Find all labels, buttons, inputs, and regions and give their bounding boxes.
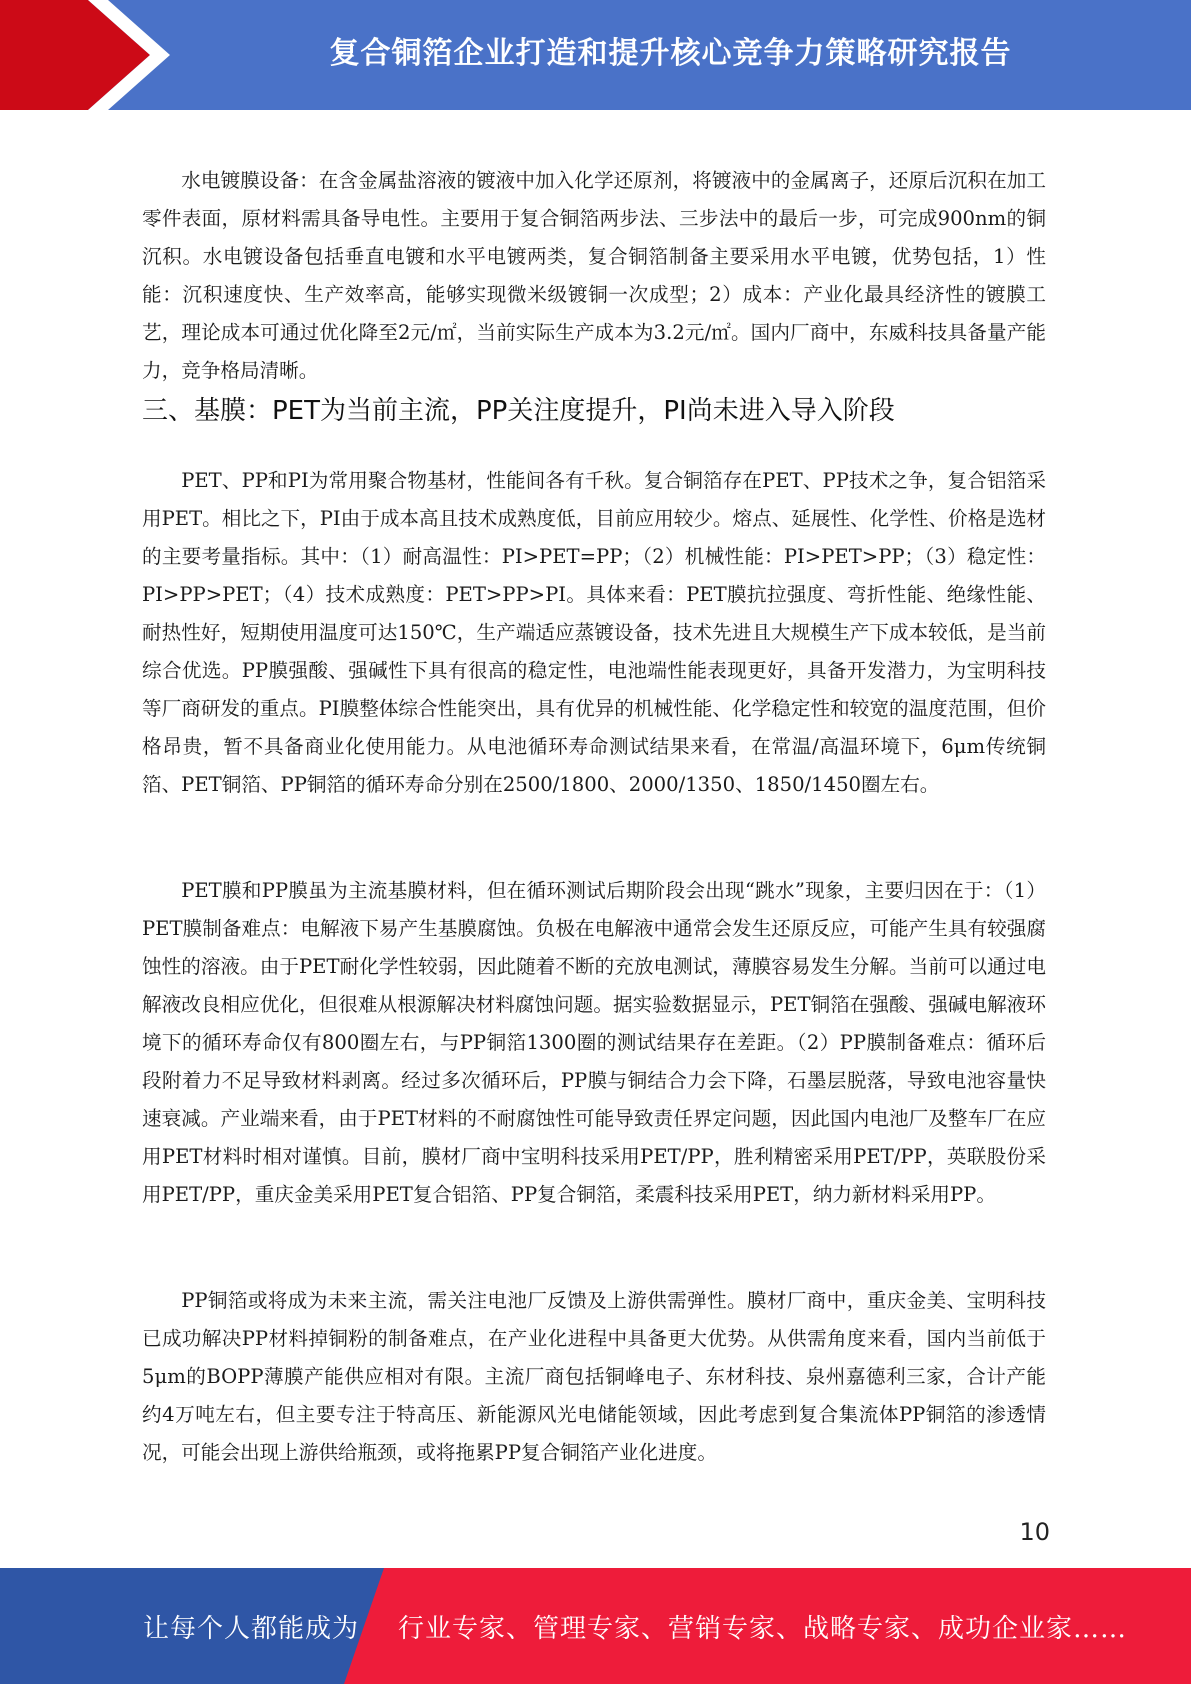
section-heading: 三、基膜：PET为当前主流，PP关注度提升，PI尚未进入导入阶段 xyxy=(142,396,895,426)
report-title: 复合铜箔企业打造和提升核心竞争力策略研究报告 xyxy=(329,36,1012,71)
paragraph-film-difficulties: PET膜和PP膜虽为主流基膜材料，但在循环测试后期阶段会出现“跳水”现象，主要归因在于：（1）PET膜制备难点：电解液下易产生基膜腐蚀。负极在电解液中通常会发生还原反应，可能产生具有较强腐蚀性的溶液。由于PET耐化学性较弱，因此随着不断的充放电测试，薄膜容易发生分解。当前可以通过电解液改良相应优化，但很难从根源解决材料腐蚀问题。据实验数据显示，PET铜箔在强酸、强碱电解液环境下的循环寿命仅有800圈左右，与PP铜箔1300圈的测试结果存在差距。（2）PP膜制备难点：循环后段附着力不足导致材料剥离。经过多次循环后，PP膜与铜结合力会下降，石墨层脱落，导致电池容量快速衰减。产业端来看，由于PET材料的不耐腐蚀性可能导致责任界定问题，因此国内电池厂及整车厂在应用PET材料时相对谨慎。目前，膜材厂商中宝明科技采用PET/PP，胜利精密采用PET/PP，英联股份采用PET/PP，重庆金美采用PET复合铝箔、PP复合铜箔，柔震科技采用PET，纳力新材料采用PP。 xyxy=(142,879,1046,1206)
body-block-2 xyxy=(142,462,1046,804)
page-number: 10 xyxy=(1019,1518,1050,1546)
body-block-1 xyxy=(142,162,1046,390)
footer-slogan-right: 行业专家、管理专家、营销专家、战略专家、成功企业家…… xyxy=(398,1613,1128,1644)
body-block-4 xyxy=(142,1282,1046,1472)
paragraph-pp-outlook: PP铜箔或将成为未来主流，需关注电池厂反馈及上游供需弹性。膜材厂商中，重庆金美、宝明科技已成功解决PP材料掉铜粉的制备难点，在产业化进程中具备更大优势。从供需角度来看，国内当前低于5μm的BOPP薄膜产能供应相对有限。主流厂商包括铜峰电子、东材科技、泉州嘉德利三家，合计产能约4万吨左右，但主要专注于特高压、新能源风光电储能领域，因此考虑到复合集流体PP铜箔的渗透情况，可能会出现上游供给瓶颈，或将拖累PP复合铜箔产业化进度。 xyxy=(142,1289,1046,1464)
page-footer xyxy=(0,1568,1191,1684)
footer-slogan-left: 让每个人都能成为 xyxy=(143,1613,360,1644)
paragraph-plating-equipment: 水电镀膜设备：在含金属盐溶液的镀液中加入化学还原剂，将镀液中的金属离子，还原后沉积在加工零件表面，原材料需具备导电性。主要用于复合铜箔两步法、三步法中的最后一步，可完成900nm的铜沉积。水电镀设备包括垂直电镀和水平电镀两类，复合铜箔制备主要采用水平电镀，优势包括，1）性能：沉积速度快、生产效率高，能够实现微米级镀铜一次成型；2）成本：产业化最具经济性的镀膜工艺，理论成本可通过优化降至2元/㎡，当前实际生产成本为3.2元/㎡。国内厂商中，东威科技具备量产能力，竞争格局清晰。 xyxy=(142,169,1046,382)
page-header xyxy=(0,0,1191,110)
paragraph-base-film-overview: PET、PP和PI为常用聚合物基材，性能间各有千秋。复合铜箔存在PET、PP技术之争，复合铝箔采用PET。相比之下，PI由于成本高且技术成熟度低，目前应用较少。熔点、延展性、化学性、价格是选材的主要考量指标。其中：（1）耐高温性：PI>PET=PP；（2）机械性能：PI>PET>PP；（3）稳定性：PI>PP>PET；（4）技术成熟度：PET>PP>PI。具体来看：PET膜抗拉强度、弯折性能、绝缘性能、耐热性好，短期使用温度可达150℃，生产端适应蒸镀设备，技术先进且大规模生产下成本较低，是当前综合优选。PP膜强酸、强碱性下具有很高的稳定性，电池端性能表现更好，具备开发潜力，为宝明科技等厂商研发的重点。PI膜整体综合性能突出，具有优异的机械性能、化学稳定性和较宽的温度范围，但价格昂贵，暂不具备商业化使用能力。从电池循环寿命测试结果来看，在常温/高温环境下，6μm传统铜箔、PET铜箔、PP铜箔的循环寿命分别在2500/1800、2000/1350、1850/1450圈左右。 xyxy=(142,469,1047,796)
body-block-3 xyxy=(142,872,1046,1214)
